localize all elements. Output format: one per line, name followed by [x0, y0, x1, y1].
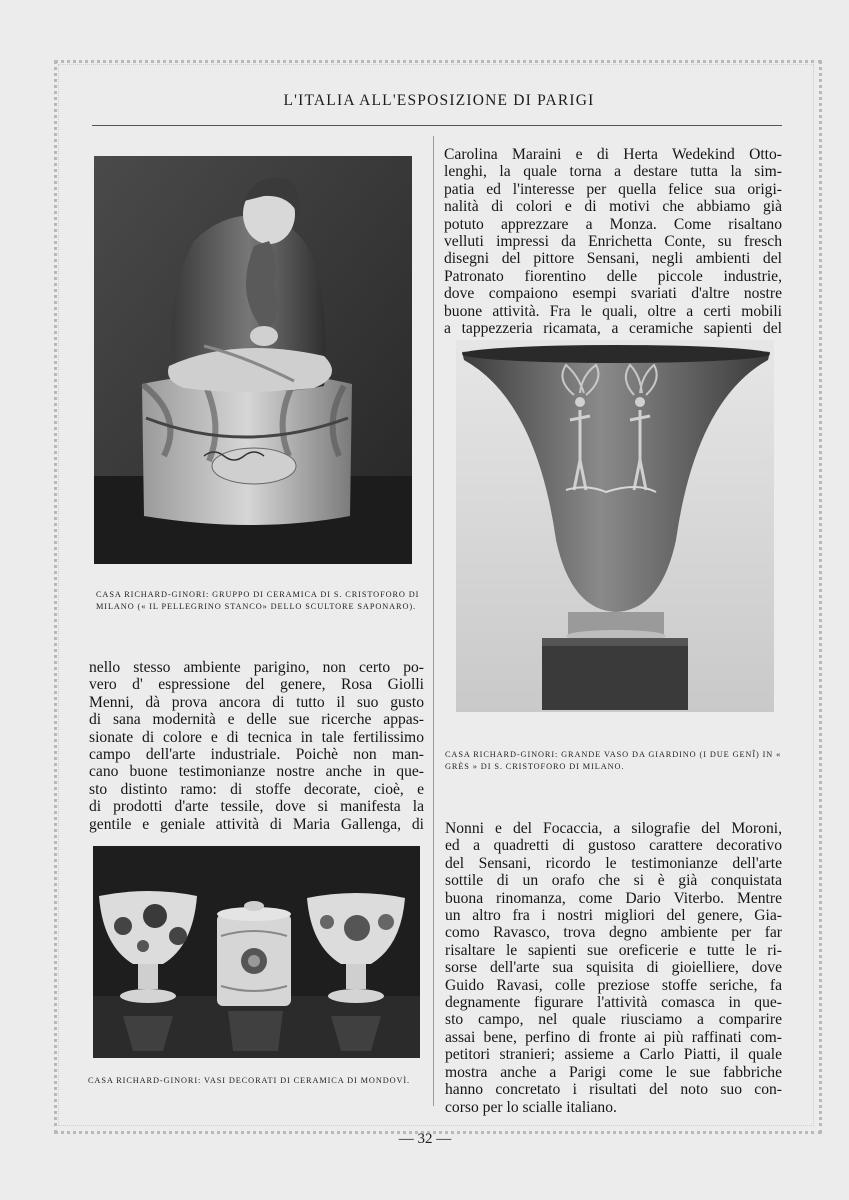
- text-line: velluti impressi da Enrichetta Conte, su fresch: [444, 233, 782, 251]
- text-line: corso per lo scialle italiano.: [445, 1098, 617, 1116]
- text-line: degnamente figurare l'attività comasca in que-: [445, 994, 782, 1012]
- photo-vasi-mondovi: [93, 846, 420, 1058]
- caption-figure-1: CASA RICHARD-GINORI: GRUPPO DI CERAMICA DI S. CRISTOFORO DI MILANO (« IL PELLEGRINO STANCO» DELLO SCULTORE SAPONARO).: [96, 590, 420, 611]
- text-line: Nonni e del Focaccia, a silografie del Moroni,: [445, 820, 782, 837]
- text-line: nalità di colori e di motivi che abbiamo già: [444, 198, 782, 216]
- text-line: sto distinto ramo: di stoffe decorate, cioè, e: [89, 780, 424, 798]
- text-line: sottile di un orafo che si è già conquistata: [445, 872, 782, 890]
- header-rule: [92, 125, 782, 126]
- text-right-bottom: [445, 820, 782, 1116]
- text-line: buona rinomanza, come Dario Viterbo. Mentre: [445, 889, 782, 907]
- vase-image: [456, 340, 774, 712]
- text-line: mostra anche a Parigi come le sue fabbriche: [445, 1063, 782, 1081]
- page-number: — 32 —: [398, 1131, 452, 1147]
- text-line: petitori stranieri; assieme a Carlo Piatti, il quale: [445, 1046, 782, 1064]
- text-line: nello stesso ambiente parigino, non certo po-: [89, 659, 424, 676]
- photo-grande-vaso: [456, 340, 774, 712]
- text-line: sorse dell'arte sua squisita di gioielliere, dove: [445, 959, 782, 977]
- text-line: patia ed l'interesse per quella felice sua origi-: [444, 180, 782, 198]
- text-line: dove compaiono esempi svariati d'altre nostre: [444, 285, 782, 303]
- text-line: cano buone testimonianze nostre anche in que-: [89, 763, 424, 781]
- text-line: sto campo, nel quale riusciamo a comparire: [445, 1011, 782, 1029]
- vessels-image: [93, 846, 420, 1058]
- sculpture-image: [94, 156, 412, 564]
- column-divider: [433, 136, 434, 1106]
- text-line: Guido Ravasi, colle preziose stoffe seriche, fa: [445, 976, 782, 994]
- text-left-middle: [89, 659, 424, 833]
- text-line: gentile e geniale attività di Maria Gallenga, di: [89, 815, 424, 833]
- text-line: como Ravasco, trova degno ambiente per far: [445, 924, 782, 942]
- text-line: sionate di colore e di tecnica in tale fertilissimo: [89, 728, 424, 746]
- text-line: hanno concretato i risultati del noto suo con-: [445, 1081, 782, 1099]
- caption-figure-2: CASA RICHARD-GINORI: GRANDE VASO DA GIARDINO (I DUE GENÎ) IN « GRÈS » DI S. CRISTOFORO DI MILANO.: [445, 750, 782, 771]
- text-line: potuto apprezzare a Monza. Come risaltano: [444, 215, 782, 233]
- text-line: Menni, dà prova ancora di tutto il suo gusto: [89, 693, 424, 711]
- text-line: ed a quadretti di gustoso carattere decorativo: [445, 837, 782, 855]
- text-right-top: [444, 146, 782, 337]
- text-line: assai bene, perfino di fronte ai più raffinati com-: [445, 1028, 782, 1046]
- text-line: campo dell'arte industriale. Poichè non man-: [89, 746, 424, 764]
- photo-pellegrino-stanco: [94, 156, 412, 564]
- text-line: buone attività. Fra le quali, oltre a certi mobili: [444, 302, 782, 320]
- text-line: vero d' espressione del genere, Rosa Giolli: [89, 676, 424, 694]
- text-line: di sana modernità e delle sue ricerche appas-: [89, 711, 424, 729]
- running-header: L'ITALIA ALL'ESPOSIZIONE DI PARIGI: [283, 92, 595, 109]
- text-line: di prodotti d'arte tessile, dove si manifesta la: [89, 798, 424, 816]
- text-line: Carolina Maraini e di Herta Wedekind Otto-: [444, 146, 782, 163]
- text-line: del Sensani, ricordo le testimonianze dell'arte: [445, 854, 782, 872]
- text-line: Patronato fiorentino delle piccole industrie,: [444, 267, 782, 285]
- text-line: un altro fra i nostri migliori del genere, Gia-: [445, 907, 782, 925]
- text-line: risaltare le sapienti sue oreficerie e tutte le ri-: [445, 941, 782, 959]
- caption-figure-3: CASA RICHARD-GINORI: VASI DECORATI DI CERAMICA DI MONDOVÌ.: [88, 1076, 411, 1085]
- text-line: a tappezzeria ricamata, a ceramiche sapienti del: [444, 320, 782, 338]
- text-line: lenghi, la quale torna a destare tutta la sim-: [444, 163, 782, 181]
- text-line: disegni del pittore Sensani, negli ambienti del: [444, 250, 782, 268]
